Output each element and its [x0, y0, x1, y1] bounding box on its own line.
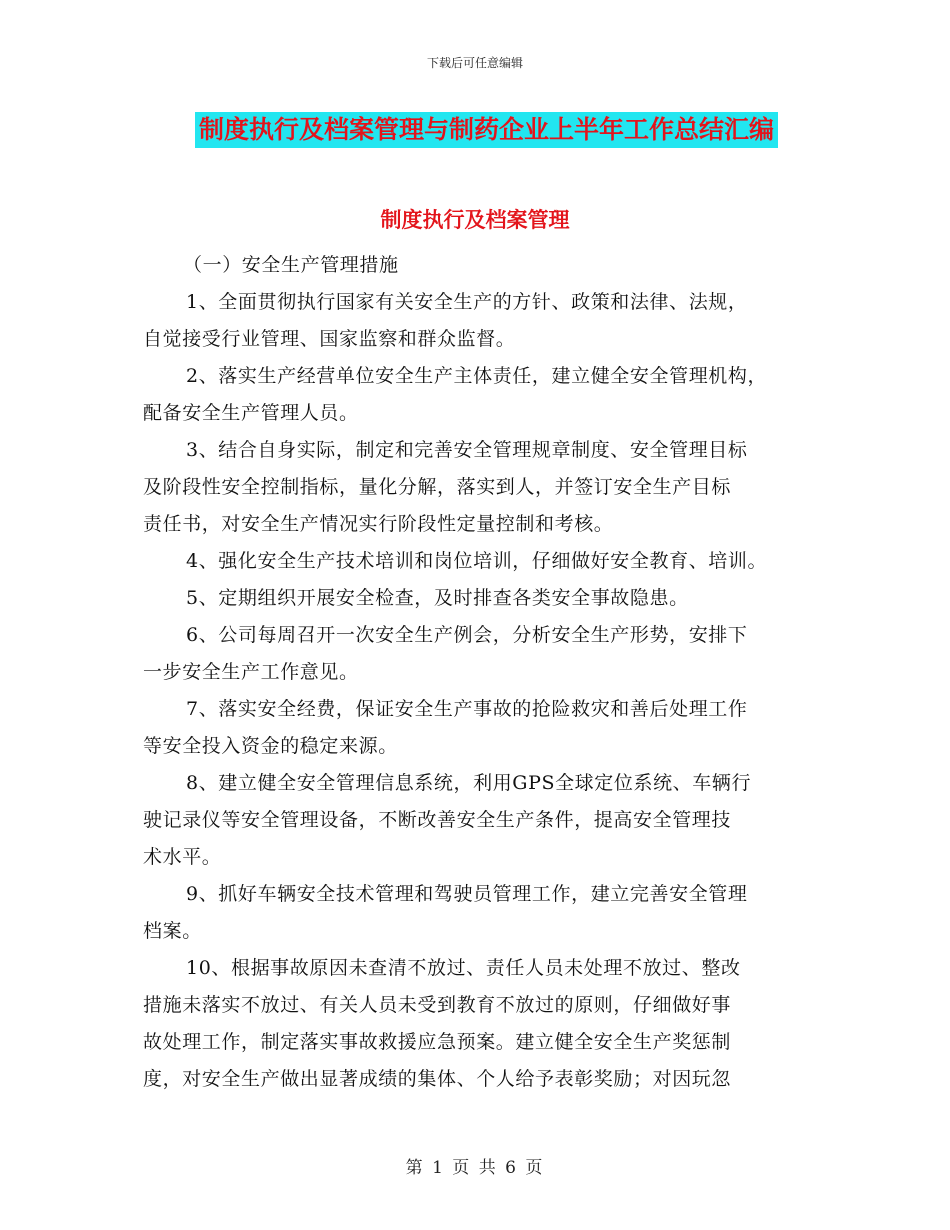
body-line: 措施未落实不放过、有关人员未受到教育不放过的原则，仔细做好事 — [143, 994, 732, 1016]
main-title: 制度执行及档案管理与制药企业上半年工作总结汇编 — [195, 112, 778, 148]
section-title: 制度执行及档案管理 — [380, 208, 570, 232]
body-line: 责任书，对安全生产情况实行阶段性定量控制和考核。 — [143, 513, 614, 535]
body-line: 配备安全生产管理人员。 — [143, 402, 359, 424]
body-line: 故处理工作，制定落实事故救援应急预案。建立健全安全生产奖惩制 — [143, 1031, 732, 1053]
body-line: 5、定期组织开展安全检查，及时排查各类安全事故隐患。 — [186, 587, 689, 609]
body-line: 9、抓好车辆安全技术管理和驾驶员管理工作，建立完善安全管理 — [186, 883, 748, 905]
body-line: 6、公司每周召开一次安全生产例会，分析安全生产形势，安排下 — [186, 624, 748, 646]
body-line: 3、结合自身实际，制定和完善安全管理规章制度、安全管理目标 — [186, 439, 748, 461]
header-note: 下载后可任意编辑 — [426, 56, 523, 70]
page-footer: 第 1 页 共 6 页 — [405, 1158, 545, 1178]
body-line: 及阶段性安全控制指标，量化分解，落实到人，并签订安全生产目标 — [143, 476, 732, 498]
body-line: 7、落实安全经费，保证安全生产事故的抢险救灾和善后处理工作 — [186, 698, 748, 720]
body-line: 等安全投入资金的稳定来源。 — [143, 735, 398, 757]
body-line: 档案。 — [143, 920, 202, 942]
body-line: 术水平。 — [143, 846, 222, 868]
body-line: 10、根据事故原因未查清不放过、责任人员未处理不放过、整改 — [186, 957, 741, 979]
body-line: 1、全面贯彻执行国家有关安全生产的方针、政策和法律、法规， — [186, 291, 748, 313]
body-line: （一）安全生产管理措施 — [183, 254, 399, 276]
body-line: 自觉接受行业管理、国家监察和群众监督。 — [143, 328, 516, 350]
body-line: 8、建立健全安全管理信息系统，利用GPS全球定位系统、车辆行 — [186, 772, 752, 794]
body-line: 度，对安全生产做出显著成绩的集体、个人给予表彰奖励；对因玩忽 — [143, 1068, 732, 1090]
body-line: 2、落实生产经营单位安全生产主体责任，建立健全安全管理机构， — [186, 365, 768, 387]
body-line: 一步安全生产工作意见。 — [143, 661, 359, 683]
body-line: 驶记录仪等安全管理设备，不断改善安全生产条件，提高安全管理技 — [143, 809, 732, 831]
body-line: 4、强化安全生产技术培训和岗位培训，仔细做好安全教育、培训。 — [186, 550, 768, 572]
